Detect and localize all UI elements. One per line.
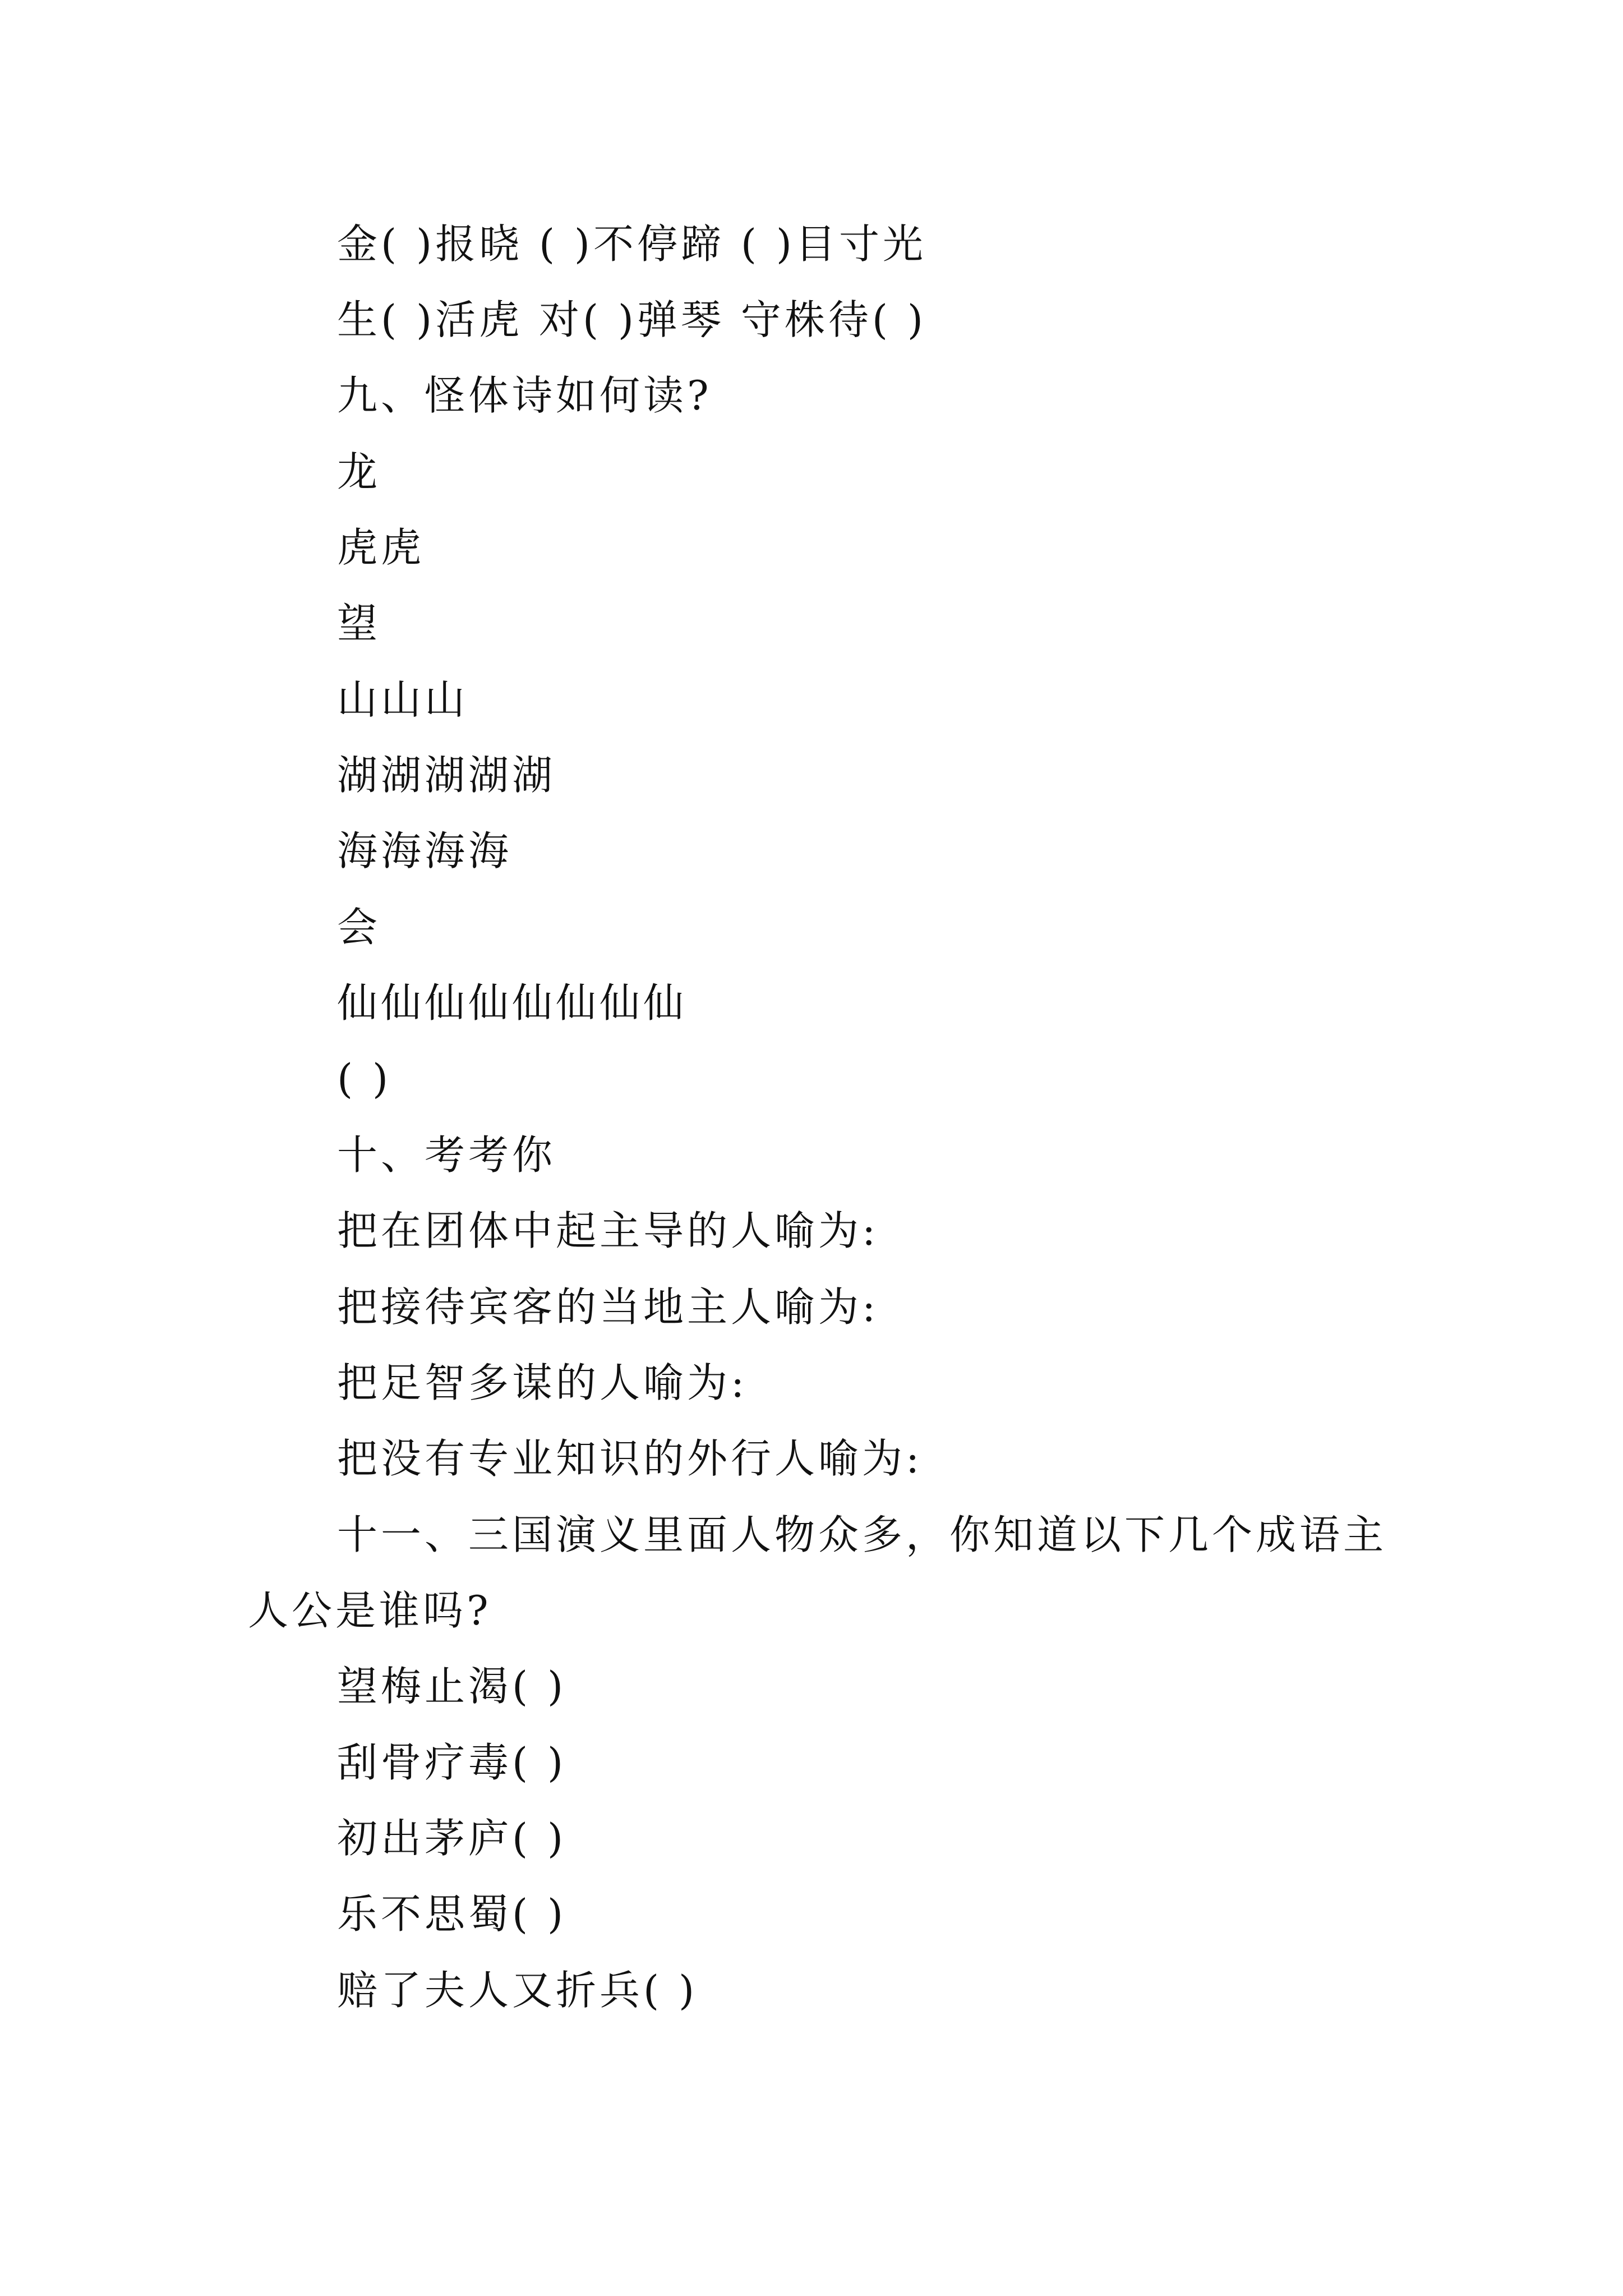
poem-line-8: 仙仙仙仙仙仙仙仙: [337, 979, 688, 1027]
section-heading-10: 十、考考你: [337, 1131, 556, 1179]
poem-line-5: 湖湖湖湖湖: [337, 752, 556, 799]
idiom-question-1: 望梅止渴( ): [337, 1663, 567, 1710]
poem-line-2: 虎虎: [337, 524, 425, 571]
poem-line-7: 会: [337, 904, 381, 951]
section-heading-11-continued: 人公是谁吗?: [248, 1587, 492, 1634]
idiom-fill-line-2: 生( )活虎 对( )弹琴 守株待( ): [337, 296, 926, 343]
idiom-question-4: 乐不思蜀( ): [337, 1890, 567, 1938]
idiom-fill-line-1: 金( )报晓 ( )不停蹄 ( )目寸光: [337, 220, 926, 268]
question-line-4: 把没有专业知识的外行人喻为:: [337, 1435, 923, 1482]
question-line-3: 把足智多谋的人喻为:: [337, 1359, 748, 1406]
question-line-1: 把在团体中起主导的人喻为:: [337, 1207, 879, 1254]
poem-line-6: 海海海海: [337, 827, 513, 875]
section-heading-11: 十一、三国演义里面人物众多，你知道以下几个成语主: [337, 1511, 1387, 1558]
idiom-question-2: 刮骨疗毒( ): [337, 1739, 567, 1786]
idiom-question-5: 赔了夫人又折兵( ): [337, 1967, 698, 2014]
poem-line-4: 山山山: [337, 676, 469, 723]
section-heading-9: 九、怪体诗如何读?: [337, 372, 712, 419]
poem-line-1: 龙: [337, 448, 381, 495]
poem-line-3: 望: [337, 600, 381, 647]
poem-answer-blank: ( ): [337, 1055, 392, 1102]
question-line-2: 把接待宾客的当地主人喻为:: [337, 1283, 879, 1331]
idiom-question-3: 初出茅庐( ): [337, 1815, 567, 1862]
